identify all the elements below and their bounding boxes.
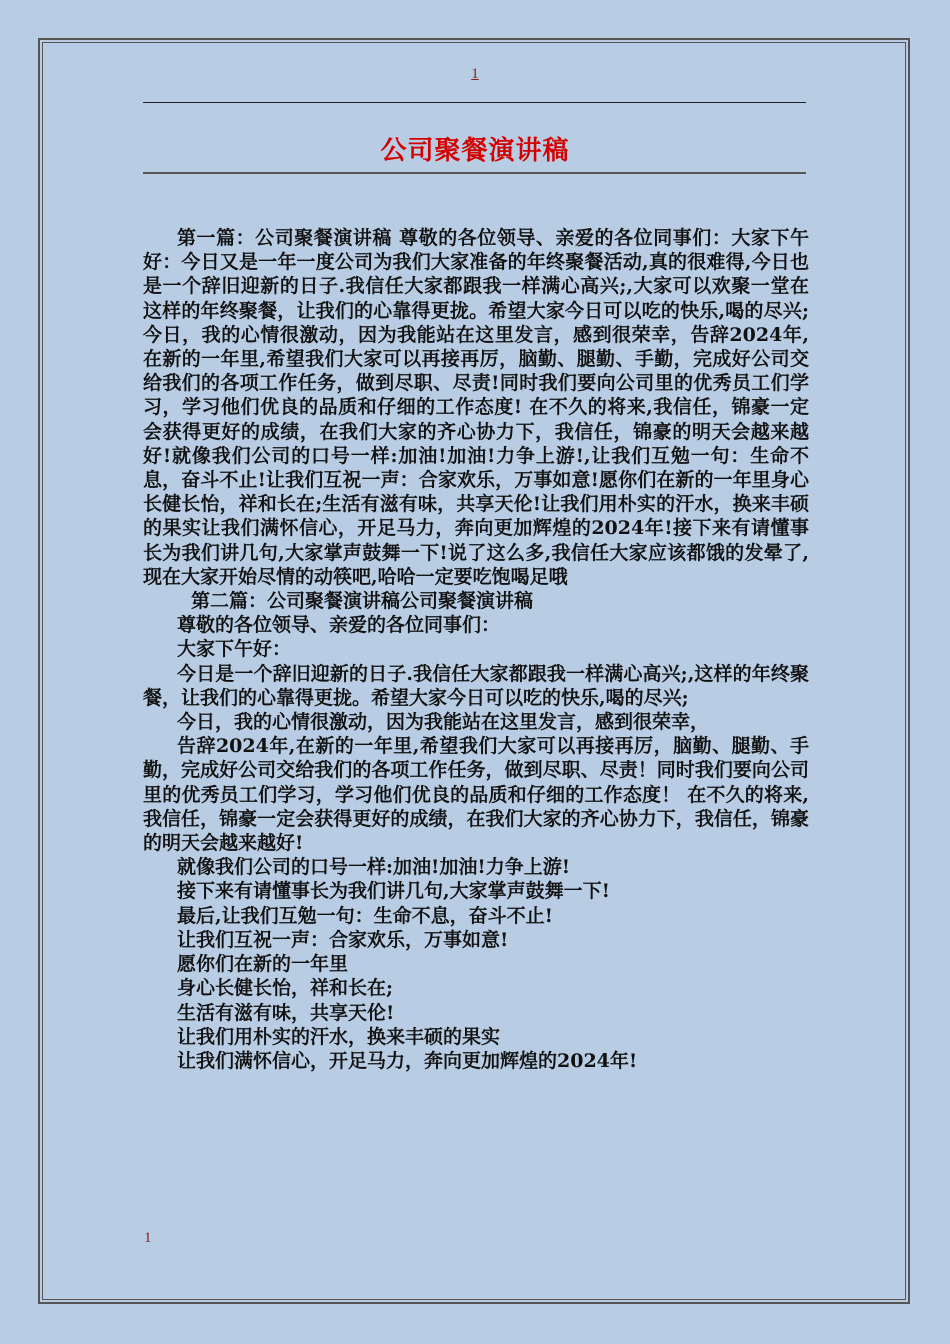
- part2-line: 身心长健长怡，祥和长在;: [177, 977, 394, 1000]
- part2-line: 愿你们在新的一年里: [177, 953, 349, 976]
- part2-line: 生活有滋有味，共享天伦!: [177, 1001, 395, 1024]
- part2-line: 接下来有请懂事长为我们讲几句,大家掌声鼓舞一下!: [177, 880, 610, 903]
- part2-line: 最后,让我们互勉一句：生命不息，奋斗不止!: [177, 904, 553, 927]
- document-title: 公司聚餐演讲稿: [380, 136, 570, 166]
- header-page-number: 1: [471, 66, 479, 82]
- paragraph-part1: 第一篇：公司聚餐演讲稿 尊敬的各位领导、亲爱的各位同事们：大家下午好：今日又是一年一度公司为我们大家准备的年终聚餐活动,真的很难得,今日也是一个辞旧迎新的日子.我信任大家都跟我一样满心高兴;,大家可以欢聚一堂在这样的年终聚餐，让我们的心靠得更拢。希望大家今日可以吃的快乐,喝的尽兴;今日，我的心情很激动，因为我能站在这里发言，感到很荣幸，告辞2024年,在新的一年里,希望我们大家可以再接再厉，脑勤、腿勤、手勤，完成好公司交给我们的各项工作任务，做到尽职、尽责!同时我们要向公司里的优秀员工们学习，学习他们优良的品质和仔细的工作态度! 在不久的将来,我信任，锦豪一定会获得更好的成绩，在我们大家的齐心协力下，我信任，锦豪的明天会越来越好!就像我们公司的口号一样:加油!加油!力争上游!,让我们互勉一句：生命不息，奋斗不止!让我们互祝一声：合家欢乐，万事如意!愿你们在新的一年里身心长健长怡，祥和长在;生活有滋有味，共享天伦!让我们用朴实的汗水，换来丰硕的果实让我们满怀信心，开足马力，奔向更加辉煌的2024年!接下来有请懂事长为我们讲几句,大家掌声鼓舞一下!说了这么多,我信任大家应该都饿的发晕了,现在大家开始尽情的动筷吧,哈哈一定要吃饱喝足哦: [143, 227, 809, 588]
- part2-greeting: 尊敬的各位领导、亲爱的各位同事们：: [177, 614, 501, 637]
- part2-line: 让我们用朴实的汗水，换来丰硕的果实: [177, 1025, 501, 1048]
- title-divider: [143, 172, 806, 174]
- part2-line: 让我们满怀信心，开足马力，奔向更加辉煌的2024年!: [177, 1049, 638, 1072]
- part2-afternoon: 大家下午好：: [177, 638, 292, 661]
- header-divider: [143, 102, 806, 103]
- part2-paragraph-3: 告辞2024年,在新的一年里,希望我们大家可以再接再厉，脑勤、腿勤、手勤，完成好公司交给我们的各项工作任务，做到尽职、尽责！同时我们要向公司里的优秀员工们学习，学习他们优良的品质和仔细的工作态度！ 在不久的将来,我信任，锦豪一定会获得更好的成绩，在我们大家的齐心协力下，我信任，锦豪的明天会越来越好!: [143, 735, 809, 855]
- part2-paragraph-1: 今日是一个辞旧迎新的日子.我信任大家都跟我一样满心高兴;,这样的年终聚餐，让我们的心靠得更拢。希望大家今日可以吃的快乐,喝的尽兴;: [143, 662, 809, 709]
- part2-line: 让我们互祝一声：合家欢乐，万事如意!: [177, 928, 509, 951]
- footer-page-number: 1: [144, 1230, 152, 1246]
- part2-heading: 第二篇：公司聚餐演讲稿公司聚餐演讲稿: [191, 590, 534, 613]
- document-body: [143, 226, 809, 1073]
- part2-paragraph-2: 今日，我的心情很激动，因为我能站在这里发言，感到很荣幸，: [177, 711, 710, 734]
- part2-line: 就像我们公司的口号一样:加油!加油!力争上游!: [177, 856, 571, 879]
